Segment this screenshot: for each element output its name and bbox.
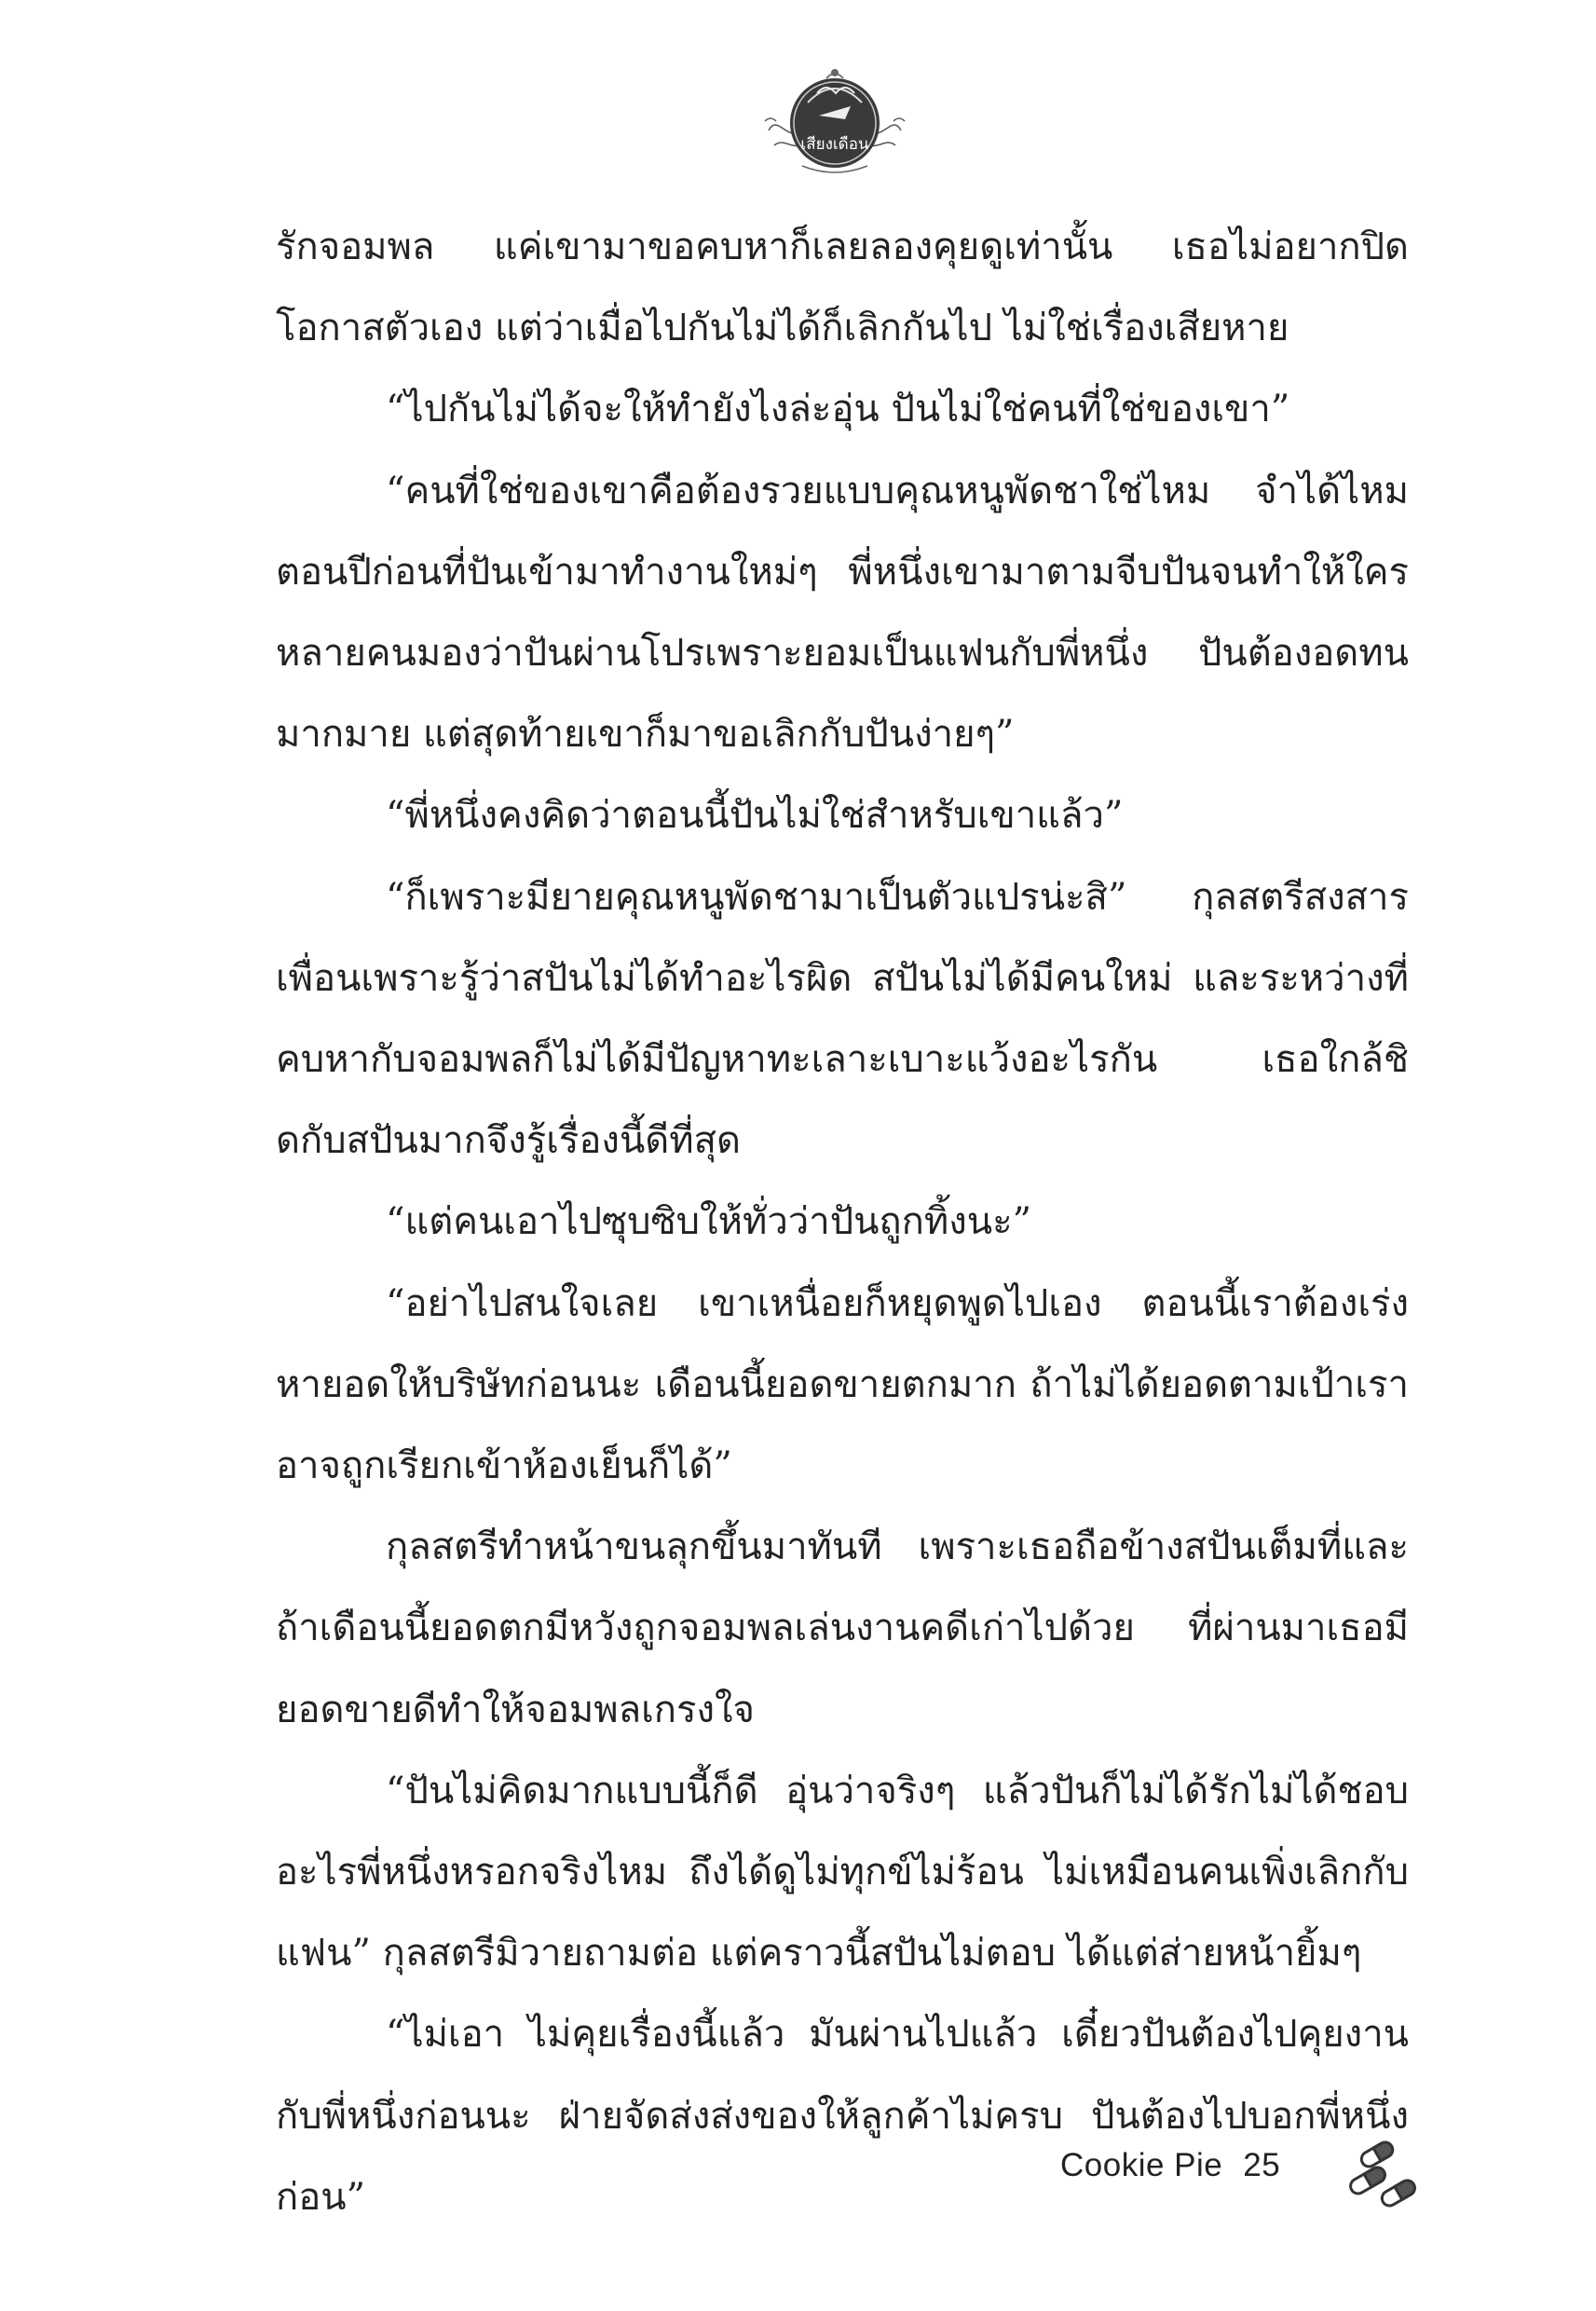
paragraph: กุลสตรีทำหน้าขนลุกขึ้นมาทันที เพราะเธอถือข้างสปันเต็มที่และถ้าเดือนนี้ยอดตกมีหวังถูกจอมพลเล่นงานคดีเก่าไปด้วย ที่ผ่านมาเธอมียอดขายดีทำให้จอมพลเกรงใจ <box>276 1525 1409 1731</box>
ornate-crest-icon <box>761 65 908 175</box>
footer-text <box>1060 2147 1280 2184</box>
paragraph: “ปันไม่คิดมากแบบนี้ก็ดี อุ่นว่าจริงๆ แล้วปันก็ไม่ได้รักไม่ได้ชอบอะไรพี่หนึ่งหรอกจริงไหม ถึงได้ดูไม่ทุกข์ไม่ร้อน ไม่เหมือนคนเพิ่งเลิกกับแฟน” กุลสตรีมิวายถามต่อ แต่คราวนี้สปันไม่ตอบ ได้แต่ส่ายหน้ายิ้มๆ <box>276 1769 1409 1976</box>
publisher-name: Cookie Pie <box>1060 2147 1223 2183</box>
paragraph: “พี่หนึ่งคงคิดว่าตอนนี้ปันไม่ใช่สำหรับเขาแล้ว” <box>386 794 1124 838</box>
paragraph: “อย่าไปสนใจเลย เขาเหนื่อยก็หยุดพูดไปเอง ตอนนี้เราต้องเร่งหายอดให้บริษัทก่อนนะ เดือนนี้ยอดขายตกมาก ถ้าไม่ได้ยอดตามเป้าเราอาจถูกเรียกเข้าห้องเย็นก็ได้” <box>276 1281 1409 1488</box>
paragraph: “ไปกันไม่ได้จะให้ทำยังไงล่ะอุ่น ปันไม่ใช่คนที่ใช่ของเขา” <box>386 388 1290 431</box>
body-text <box>276 207 1409 2238</box>
paragraph: รักจอมพล แค่เขามาขอคบหาก็เลยลองคุยดูเท่านั้น เธอไม่อยากปิดโอกาสตัวเอง แต่ว่าเมื่อไปกันไม่ได้ก็เลิกกันไป ไม่ใช่เรื่องเสียหาย <box>276 226 1409 350</box>
paragraph: “ก็เพราะมียายคุณหนูพัดชามาเป็นตัวแปรน่ะสิ” กุลสตรีสงสารเพื่อนเพราะรู้ว่าสปันไม่ได้ทำอะไรผิด สปันไม่ได้มีคนใหม่ และระหว่างที่คบหากับจอมพลก็ไม่ได้มีปัญหาทะเลาะเบาะแว้งอะไรกัน เธอใกล้ชิดกับสปันมากจึงรู้เรื่องนี้ดีที่สุด <box>276 875 1409 1163</box>
page-number: 25 <box>1243 2147 1281 2183</box>
paragraph: “คนที่ใช่ของเขาคือต้องรวยแบบคุณหนูพัดชาใช่ไหม จำได้ไหมตอนปีก่อนที่ปันเข้ามาทำงานใหม่ๆ พี่หนึ่งเขามาตามจีบปันจนทำให้ใครหลายคนมองว่าปันผ่านโปรเพราะยอมเป็นแฟนกับพี่หนึ่ง ปันต้องอดทนมากมาย แต่สุดท้ายเขาก็มาขอเลิกกับปันง่ายๆ” <box>276 469 1409 757</box>
paragraph: “ไม่เอา ไม่คุยเรื่องนี้แล้ว มันผ่านไปแล้ว เดี๋ยวปันต้องไปคุยงานกับพี่หนึ่งก่อนนะ ฝ่ายจัดส่งส่งของให้ลูกค้าไม่ครบ ปันต้องไปบอกพี่หนึ่งก่อน” <box>276 2013 1409 2219</box>
page-footer <box>1060 2136 1452 2210</box>
logo-text: เสียงเดือน <box>800 135 869 154</box>
pills-icon <box>1340 2136 1433 2210</box>
paragraph: “แต่คนเอาไปซุบซิบให้ทั่วว่าปันถูกทิ้งนะ” <box>386 1200 1032 1244</box>
